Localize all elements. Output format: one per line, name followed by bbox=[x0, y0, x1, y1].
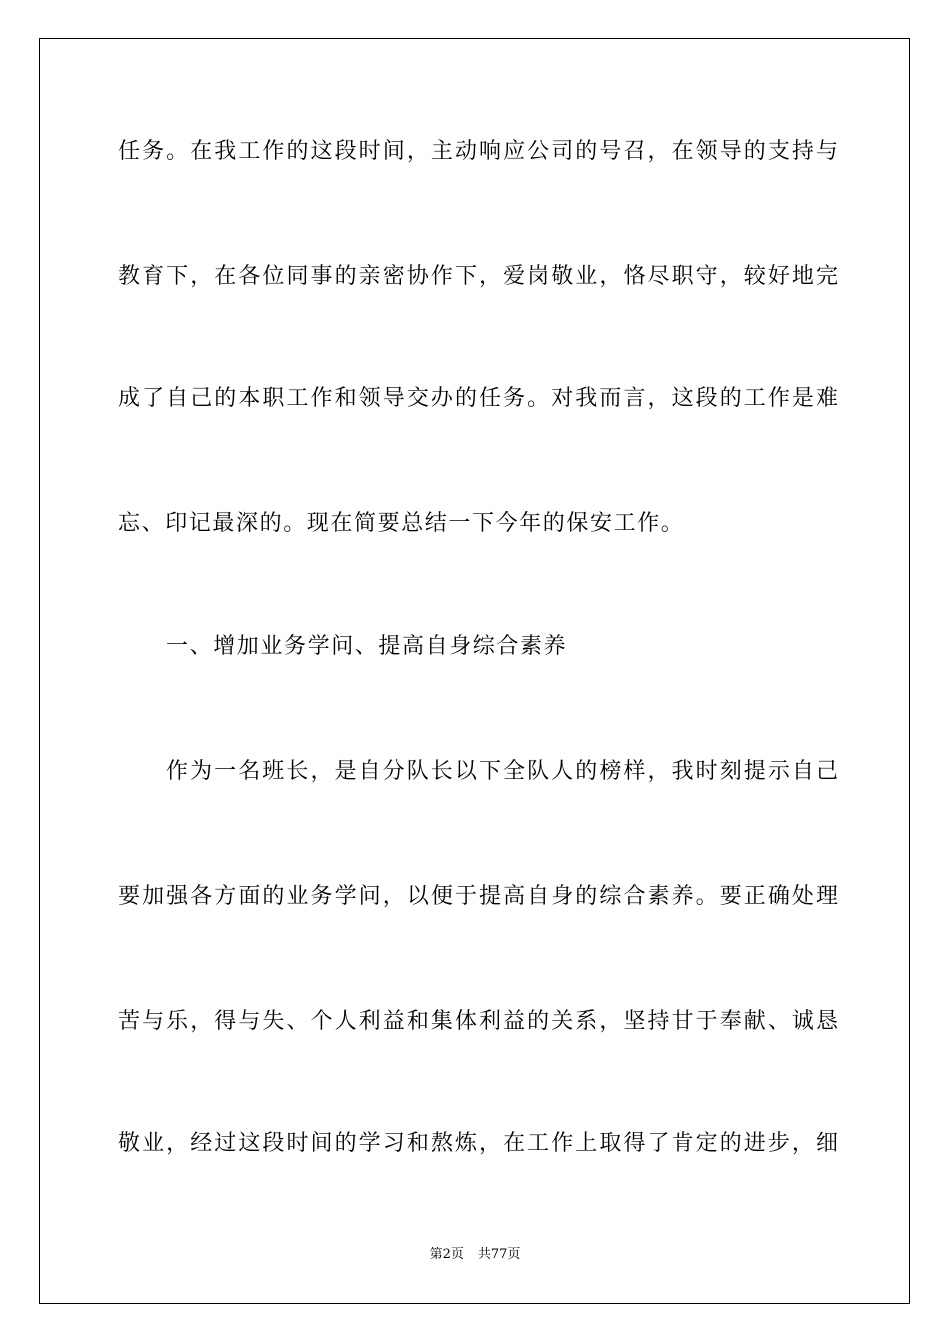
text-line-2: 教育下，在各位同事的亲密协作下，爱岗敬业，恪尽职守，较好地完 bbox=[118, 264, 838, 289]
text-line-7: 要加强各方面的业务学问，以便于提高自身的综合素养。要正确处理 bbox=[118, 884, 838, 909]
page-border bbox=[39, 38, 910, 1304]
text-line-1: 任务。在我工作的这段时间，主动响应公司的号召，在领导的支持与 bbox=[118, 139, 838, 164]
page-total: 共77页 bbox=[477, 1247, 521, 1262]
page-footer bbox=[0, 1246, 950, 1264]
text-line-9: 敬业，经过这段时间的学习和熬炼，在工作上取得了肯定的进步，细 bbox=[118, 1131, 838, 1156]
text-line-3: 成了自己的本职工作和领导交办的任务。对我而言，这段的工作是难 bbox=[118, 386, 838, 411]
page-number: 第2页 bbox=[429, 1247, 464, 1262]
text-line-6: 作为一名班长，是自分队长以下全队人的榜样，我时刻提示自己 bbox=[166, 759, 838, 784]
section-heading: 一、增加业务学问、提高自身综合素养 bbox=[166, 634, 568, 659]
text-line-8: 苦与乐，得与失、个人利益和集体利益的关系，坚持甘于奉献、诚恳 bbox=[118, 1009, 838, 1034]
text-line-4: 忘、印记最深的。现在简要总结一下今年的保安工作。 bbox=[118, 511, 685, 536]
